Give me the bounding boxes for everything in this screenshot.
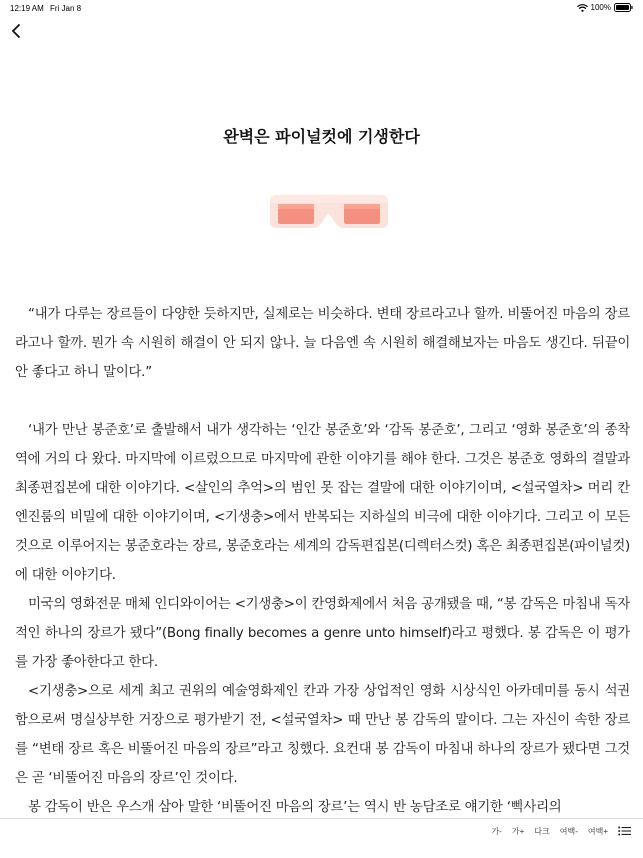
- toolbar-divider: [0, 818, 643, 819]
- wifi-icon: [577, 4, 588, 12]
- list-icon[interactable]: [618, 826, 631, 836]
- status-bar: [0, 0, 643, 16]
- paragraph: ‘내가 만난 봉준호’로 출발해서 내가 생각하는 ‘인간 봉준호’와 ‘감독 봉준호’, 그리고 ‘영화 봉준호’의 종착역에 거의 다 왔다. 마지막에 이르렀으므로 마지막에 관한 이야기를 해야 한다. 그것은 봉준호 영화의 결말과 최종편집본에 대한 이야기다. <살인의 추억>의 범인 못 잡는 결말에 대한 이야기이며, <설국열차> 머리 칸 엔진룸의 비밀에 대한 이야기이며, <기생충>에서 반복되는 지하실의 비극에 대한 이야기다. 그리고 이 모든 것으로 이루어지는 봉준호라는 장르, 봉준호라는 세계의 감독편집본(디렉터스컷) 혹은 최종편집본(파이널컷)에 대한 이야기다.: [15, 423, 630, 583]
- battery-percent: 100%: [590, 3, 611, 12]
- paragraph: 봉 감독이 반은 우스개 삼아 말한 ‘비뚤어진 마음의 장르’는 역시 반 농담조로 얘기한 ‘삑사리의: [28, 800, 562, 815]
- margin-more-button[interactable]: 여백+: [587, 826, 608, 836]
- font-smaller-button[interactable]: 가-: [491, 826, 502, 836]
- status-indicators: [577, 3, 633, 12]
- paragraph: <기생충>으로 세계 최고 권위의 예술영화제인 칸과 가장 상업적인 영화 시상식인 아카데미를 동시 석권함으로써 명실상부한 거장으로 평가받기 전, <설국열차> 때 만난 봉 감독의 말이다. 그는 자신이 속한 장르를 “변태 장르 혹은 비뚤어진 마음의 장르”라고 칭했다. 요컨대 봉 감독이 마침내 하나의 장르가 됐다면 그것은 곧 ‘비뚤어진 마음의 장르’인 것이다.: [15, 684, 630, 786]
- reader-toolbar: [491, 824, 631, 838]
- chapter-body: [15, 300, 630, 822]
- paragraph: “내가 다루는 장르들이 다양한 듯하지만, 실제로는 비슷하다. 변태 장르라고나 할까. 비뚤어진 마음의 장르라고나 할까. 뭔가 속 시원히 해결이 안 되지 않나. 늘 다음엔 속 시원히 해결해보자는 마음도 생긴다. 뒤끝이 안 좋다고 하니 말이다.”: [15, 307, 630, 380]
- margin-less-button[interactable]: 여백-: [559, 826, 578, 836]
- font-larger-button[interactable]: 가+: [511, 826, 525, 836]
- chevron-left-icon: [11, 23, 21, 42]
- 3d-glasses-icon: [268, 193, 390, 233]
- chapter-title: 완벽은 파이널컷에 기생한다: [223, 127, 420, 146]
- back-button[interactable]: [6, 22, 26, 42]
- status-date: Fri Jan 8: [50, 4, 82, 13]
- dark-mode-button[interactable]: 다크: [534, 826, 550, 836]
- status-time: 12:19 AM: [10, 4, 44, 13]
- paragraph: 미국의 영화전문 매체 인디와이어는 <기생충>이 칸영화제에서 처음 공개됐을 때, “봉 감독은 마침내 독자적인 하나의 장르가 됐다”(Bong finally becomes a genre unto himself)라고 평했다. 봉 감독은 이 평가를 가장 좋아한다고 한다.: [15, 597, 630, 670]
- battery-icon: [614, 3, 633, 12]
